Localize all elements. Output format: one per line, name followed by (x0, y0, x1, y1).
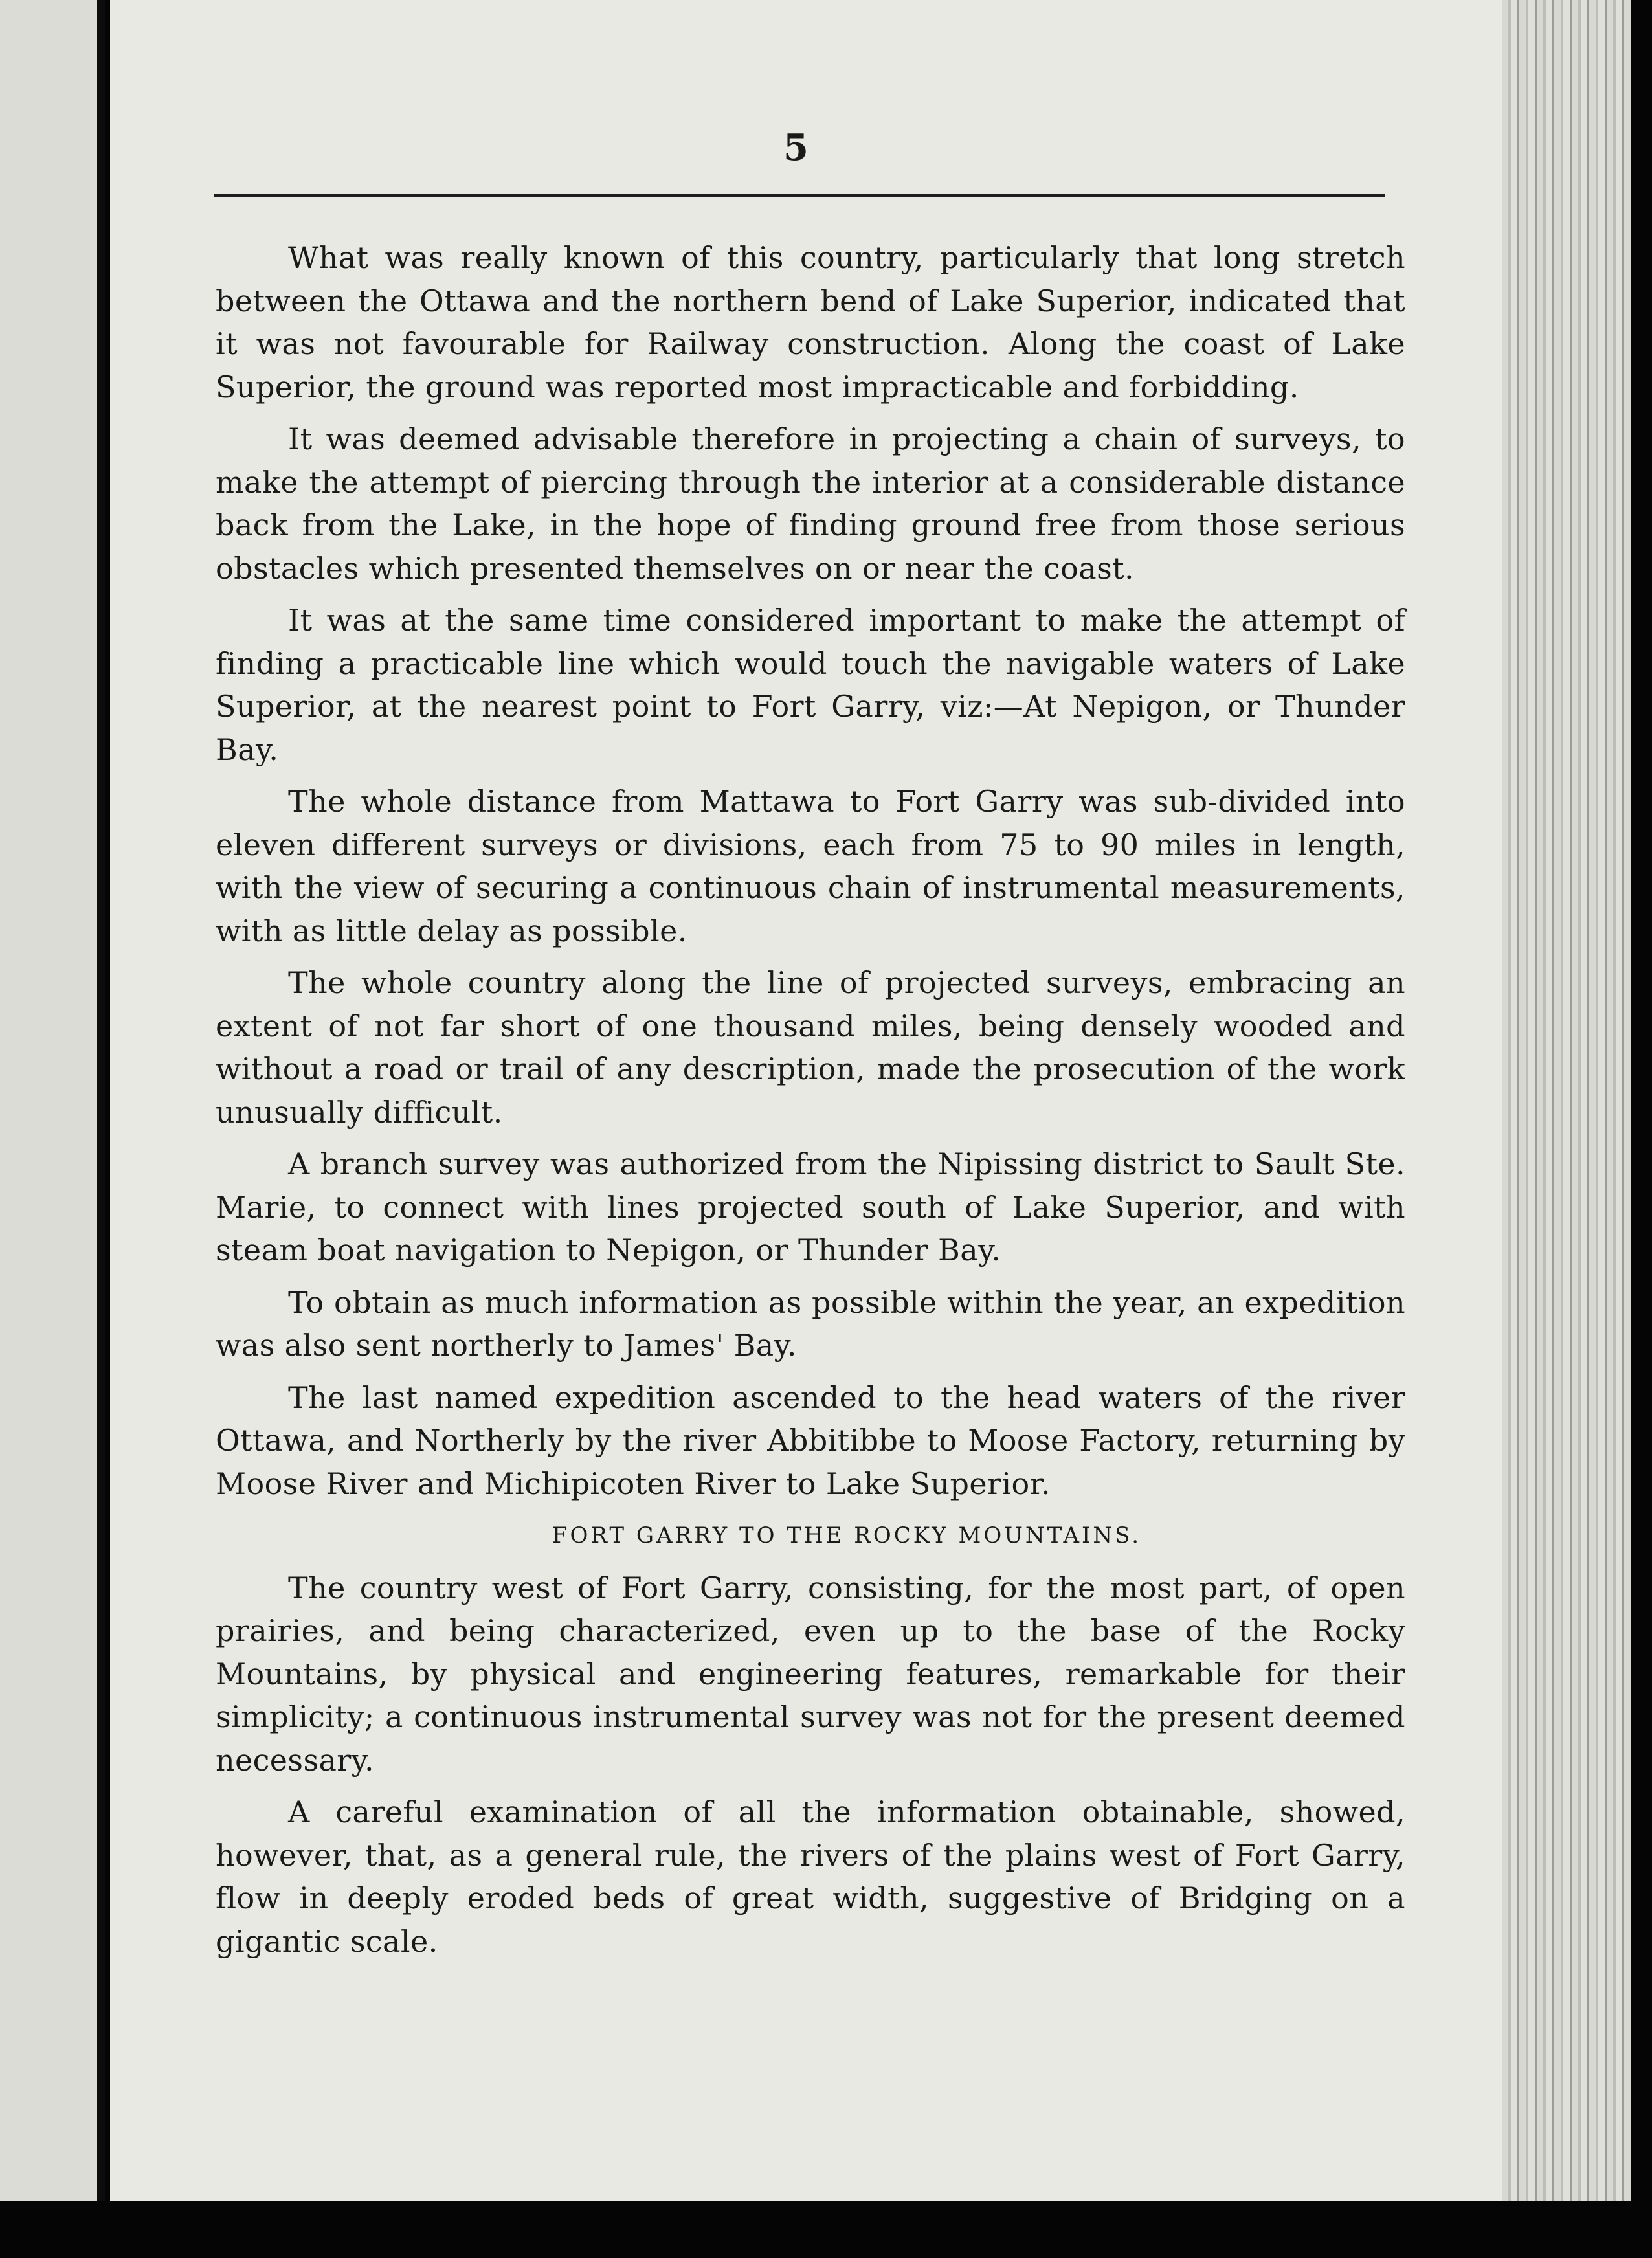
page-number: 5 (783, 126, 809, 169)
paragraph: The whole country along the line of projected surveys, embracing an extent of not far short of one thousand miles, being densely wooded and without a road or trail of any description, made the prosecution of the work unusually difficult. (216, 965, 1405, 1130)
paragraph: The country west of Fort Garry, consisting, for the most part, of open prairies, and being characterized, even up to the base of the Rocky Mountains, by physical and engineering features, remarkable for their simplicity; a continuous instrumental survey was not for the present deemed necessary. (216, 1570, 1405, 1778)
page-stack-edges (1502, 0, 1631, 2201)
paragraph: It was at the same time considered important to make the attempt of finding a practicable line which would touch the navigable waters of Lake Superior, at the nearest point to Fort Garry, viz:—At Nepigon, or Thunder Bay. (216, 603, 1405, 767)
paragraph: What was really known of this country, particularly that long stretch between the Ottawa and the northern bend of Lake Superior, indicated that it was not favourable for Railway construction. Along the coast of Lake Superior, the ground was reported most impracticable and forbidding. (216, 240, 1405, 405)
paragraph: The last named expedition ascended to the head waters of the river Ottawa, and Northerly by the river Abbitibbe to Moose Factory, returning by Moose River and Michipicoten River to Lake Superior. (216, 1380, 1405, 1501)
section-heading: FORT GARRY TO THE ROCKY MOUNTAINS. (552, 1523, 1142, 1548)
page-body (216, 236, 1405, 1972)
facing-page-edge (0, 0, 105, 2201)
header-rule (214, 194, 1385, 197)
paragraph: A branch survey was authorized from the Nipissing district to Sault Ste. Marie, to connect with lines projected south of Lake Superior, and with steam boat navigation to Nepigon, or Thunder Bay. (216, 1146, 1405, 1268)
paragraph: A careful examination of all the information obtainable, showed, however, that, as a general rule, the rivers of the plains west of Fort Garry, flow in deeply eroded beds of great width, suggestive of Bridging on a gigantic scale. (216, 1794, 1405, 1959)
paragraph: To obtain as much information as possible within the year, an expedition was also sent northerly to James' Bay. (216, 1284, 1405, 1363)
paragraph: It was deemed advisable therefore in projecting a chain of surveys, to make the attempt of piercing through the interior at a considerable distance back from the Lake, in the hope of finding ground free from those serious obstacles which presented themselves on or near the coast. (216, 421, 1405, 586)
paragraph: The whole distance from Mattawa to Fort Garry was sub-divided into eleven different surveys or divisions, each from 75 to 90 miles in length, with the view of securing a continuous chain of instrumental measurements, with as little delay as possible. (216, 784, 1405, 948)
